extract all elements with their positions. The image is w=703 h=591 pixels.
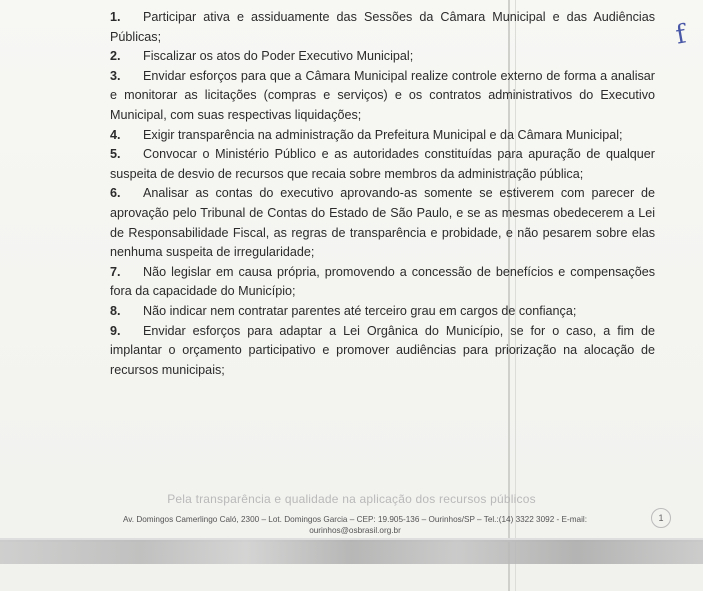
item-number: 6. bbox=[110, 186, 121, 201]
list-item bbox=[110, 184, 655, 262]
item-text: Fiscalizar os atos do Poder Executivo Municipal; bbox=[143, 49, 414, 64]
list-item bbox=[110, 263, 655, 302]
footer-motto: Pela transparência e qualidade na aplicação dos recursos públicos bbox=[167, 492, 536, 506]
item-number: 5. bbox=[110, 147, 121, 162]
item-text: Não indicar nem contratar parentes até terceiro grau em cargos de confiança; bbox=[143, 303, 577, 318]
item-text: Convocar o Ministério Público e as autoridades constituídas para apuração de qualquer suspeita de desvio de recursos que recaia sobre membros da administração pública; bbox=[110, 147, 655, 181]
list-item bbox=[110, 126, 655, 146]
list-item bbox=[110, 145, 655, 184]
item-number: 9. bbox=[110, 323, 121, 338]
item-number: 2. bbox=[110, 49, 121, 64]
footer-address: Av. Domingos Camerlingo Caló, 2300 – Lot. Domingos Garcia – CEP: 19.905-136 – Ourinhos/SP – Tel.:(14) 3322 3092 - E-mail: ourinhos@osbrasil.org.br bbox=[122, 515, 588, 535]
list-item bbox=[110, 302, 655, 322]
item-number: 1. bbox=[110, 10, 121, 24]
scan-shadow-band bbox=[0, 540, 703, 564]
page-number-badge: 1 bbox=[651, 508, 671, 528]
list-item bbox=[110, 322, 655, 381]
list-item bbox=[110, 47, 655, 67]
item-number: 8. bbox=[110, 303, 121, 318]
list-item bbox=[110, 8, 655, 47]
item-number: 4. bbox=[110, 127, 121, 142]
item-text: Participar ativa e assiduamente das Sessões da Câmara Municipal e das Audiências Públicas; bbox=[110, 10, 655, 44]
item-text: Exigir transparência na administração da Prefeitura Municipal e da Câmara Municipal; bbox=[143, 127, 623, 142]
item-text: Analisar as contas do executivo aprovando-as somente se estiverem com parecer de aprovação pelo Tribunal de Contas do Estado de São Paulo, e se as mesmas obedecerem a Lei de Responsabilidade Fiscal, as regras de transparência e probidade, e não pesarem sobre elas nenhuma suspeita de irregularidade; bbox=[110, 186, 655, 260]
list-item bbox=[110, 67, 655, 126]
item-number: 3. bbox=[110, 68, 121, 83]
item-text: Envidar esforços para adaptar a Lei Orgânica do Município, se for o caso, a fim de implantar o orçamento participativo e promover audiências para priorização na alocação de recursos municipais; bbox=[110, 323, 655, 377]
commitments-list bbox=[110, 8, 655, 380]
item-text: Envidar esforços para que a Câmara Municipal realize controle externo de forma a analisar e monitorar as licitações (compras e serviços) e os contratos administrativos do Executivo Municipal, com suas respectivas liquidações; bbox=[110, 68, 655, 122]
handwritten-initial: f bbox=[673, 19, 689, 51]
item-number: 7. bbox=[110, 264, 121, 279]
item-text: Não legislar em causa própria, promovendo a concessão de benefícios e compensações fora da capacidade do Município; bbox=[110, 264, 655, 299]
